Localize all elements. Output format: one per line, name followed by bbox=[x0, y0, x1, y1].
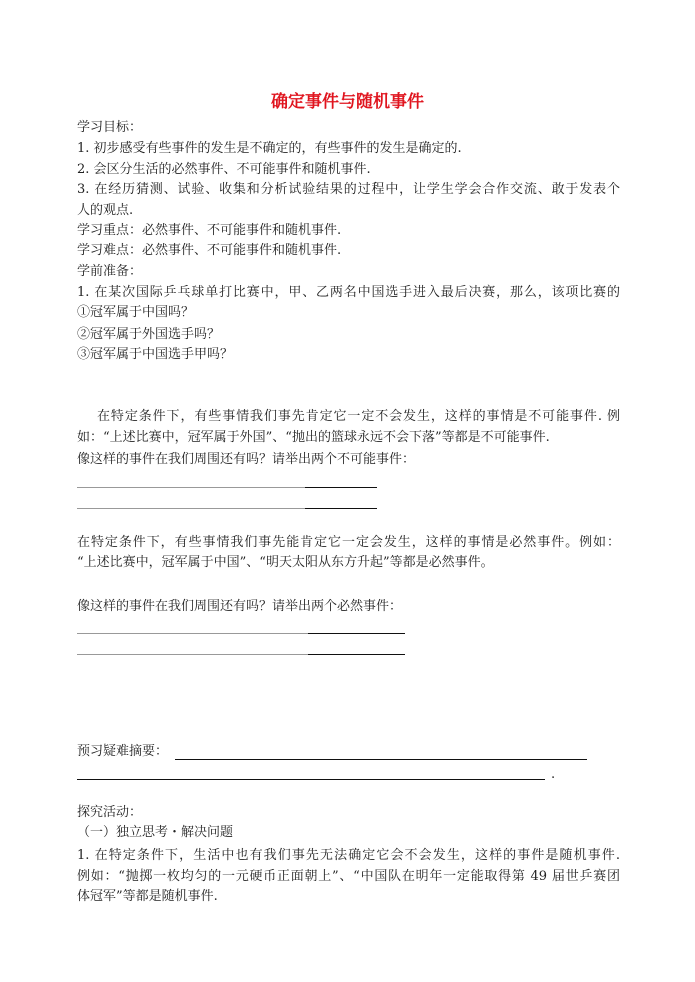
certain-paragraph: “上述比赛中，冠军属于中国”、“明天太阳从东方升起”等都是必然事件。 bbox=[77, 555, 494, 570]
subquestion: ②冠军属于外国选手吗？ bbox=[77, 327, 221, 342]
preparation-question: 1. 在某次国际乒乓球单打比赛中，甲、乙两名中国选手进入最后决赛，那么，该项比赛的 bbox=[77, 285, 620, 300]
impossible-paragraph: 如：“上述比赛中，冠军属于外国”、“抛出的篮球永远不会下落”等都是不可能事件. bbox=[77, 430, 550, 445]
subquestion: ①冠军属于中国吗？ bbox=[77, 305, 195, 320]
summary-label: 预习疑难摘要： bbox=[77, 744, 169, 759]
explore-paragraph: 1. 在特定条件下，生活中也有我们事先无法确定它会不会发生，这样的事件是随机事件. bbox=[77, 848, 620, 863]
summary-end: . bbox=[551, 767, 556, 782]
page-title: 确定事件与随机事件 bbox=[271, 92, 424, 112]
certain-paragraph: 在特定条件下，有些事情我们事先能肯定它一定会发生，这样的事情是必然事件。例如： bbox=[77, 535, 620, 550]
answer-line[interactable] bbox=[308, 654, 405, 655]
objectives-heading: 学习目标： bbox=[77, 120, 143, 135]
explore-paragraph: 体冠军”等都是随机事件. bbox=[77, 889, 218, 904]
explore-subheading: （一）独立思考・解决问题 bbox=[77, 825, 234, 840]
answer-line[interactable] bbox=[305, 487, 377, 488]
explore-paragraph: 例如：“抛掷一枚均匀的一元硬币正面朝上”、“中国队在明年一定能取得第 49 届世乒赛团 bbox=[77, 869, 620, 884]
objective-item: 3. 在经历猜测、试验、收集和分析试验结果的过程中，让学生学会合作交流、敢于发表个 bbox=[77, 182, 620, 197]
difficulties: 学习难点：必然事件、不可能事件和随机事件. bbox=[77, 243, 342, 258]
summary-line[interactable] bbox=[77, 779, 545, 780]
answer-line[interactable] bbox=[77, 487, 305, 488]
objective-item: 人的观点. bbox=[77, 203, 134, 218]
preparation-heading: 学前准备： bbox=[77, 264, 143, 279]
answer-line[interactable] bbox=[77, 508, 305, 509]
answer-line[interactable] bbox=[305, 508, 377, 509]
objective-item: 2. 会区分生活的必然事件、不可能事件和随机事件. bbox=[77, 162, 371, 177]
answer-line[interactable] bbox=[77, 633, 308, 634]
key-points: 学习重点：必然事件、不可能事件和随机事件. bbox=[77, 223, 342, 238]
objective-item: 1. 初步感受有些事件的发生是不确定的，有些事件的发生是确定的. bbox=[77, 141, 462, 156]
impossible-paragraph: 在特定条件下，有些事情我们事先肯定它一定不会发生，这样的事情是不可能事件. 例 bbox=[97, 409, 620, 424]
answer-line[interactable] bbox=[77, 654, 308, 655]
subquestion: ③冠军属于中国选手甲吗？ bbox=[77, 347, 234, 362]
explore-heading: 探究活动： bbox=[77, 805, 143, 820]
answer-line[interactable] bbox=[308, 633, 405, 634]
summary-line[interactable] bbox=[175, 759, 587, 760]
impossible-prompt: 像这样的事件在我们周围还有吗？请举出两个不可能事件： bbox=[77, 452, 416, 467]
certain-prompt: 像这样的事件在我们周围还有吗？请举出两个必然事件： bbox=[77, 599, 403, 614]
